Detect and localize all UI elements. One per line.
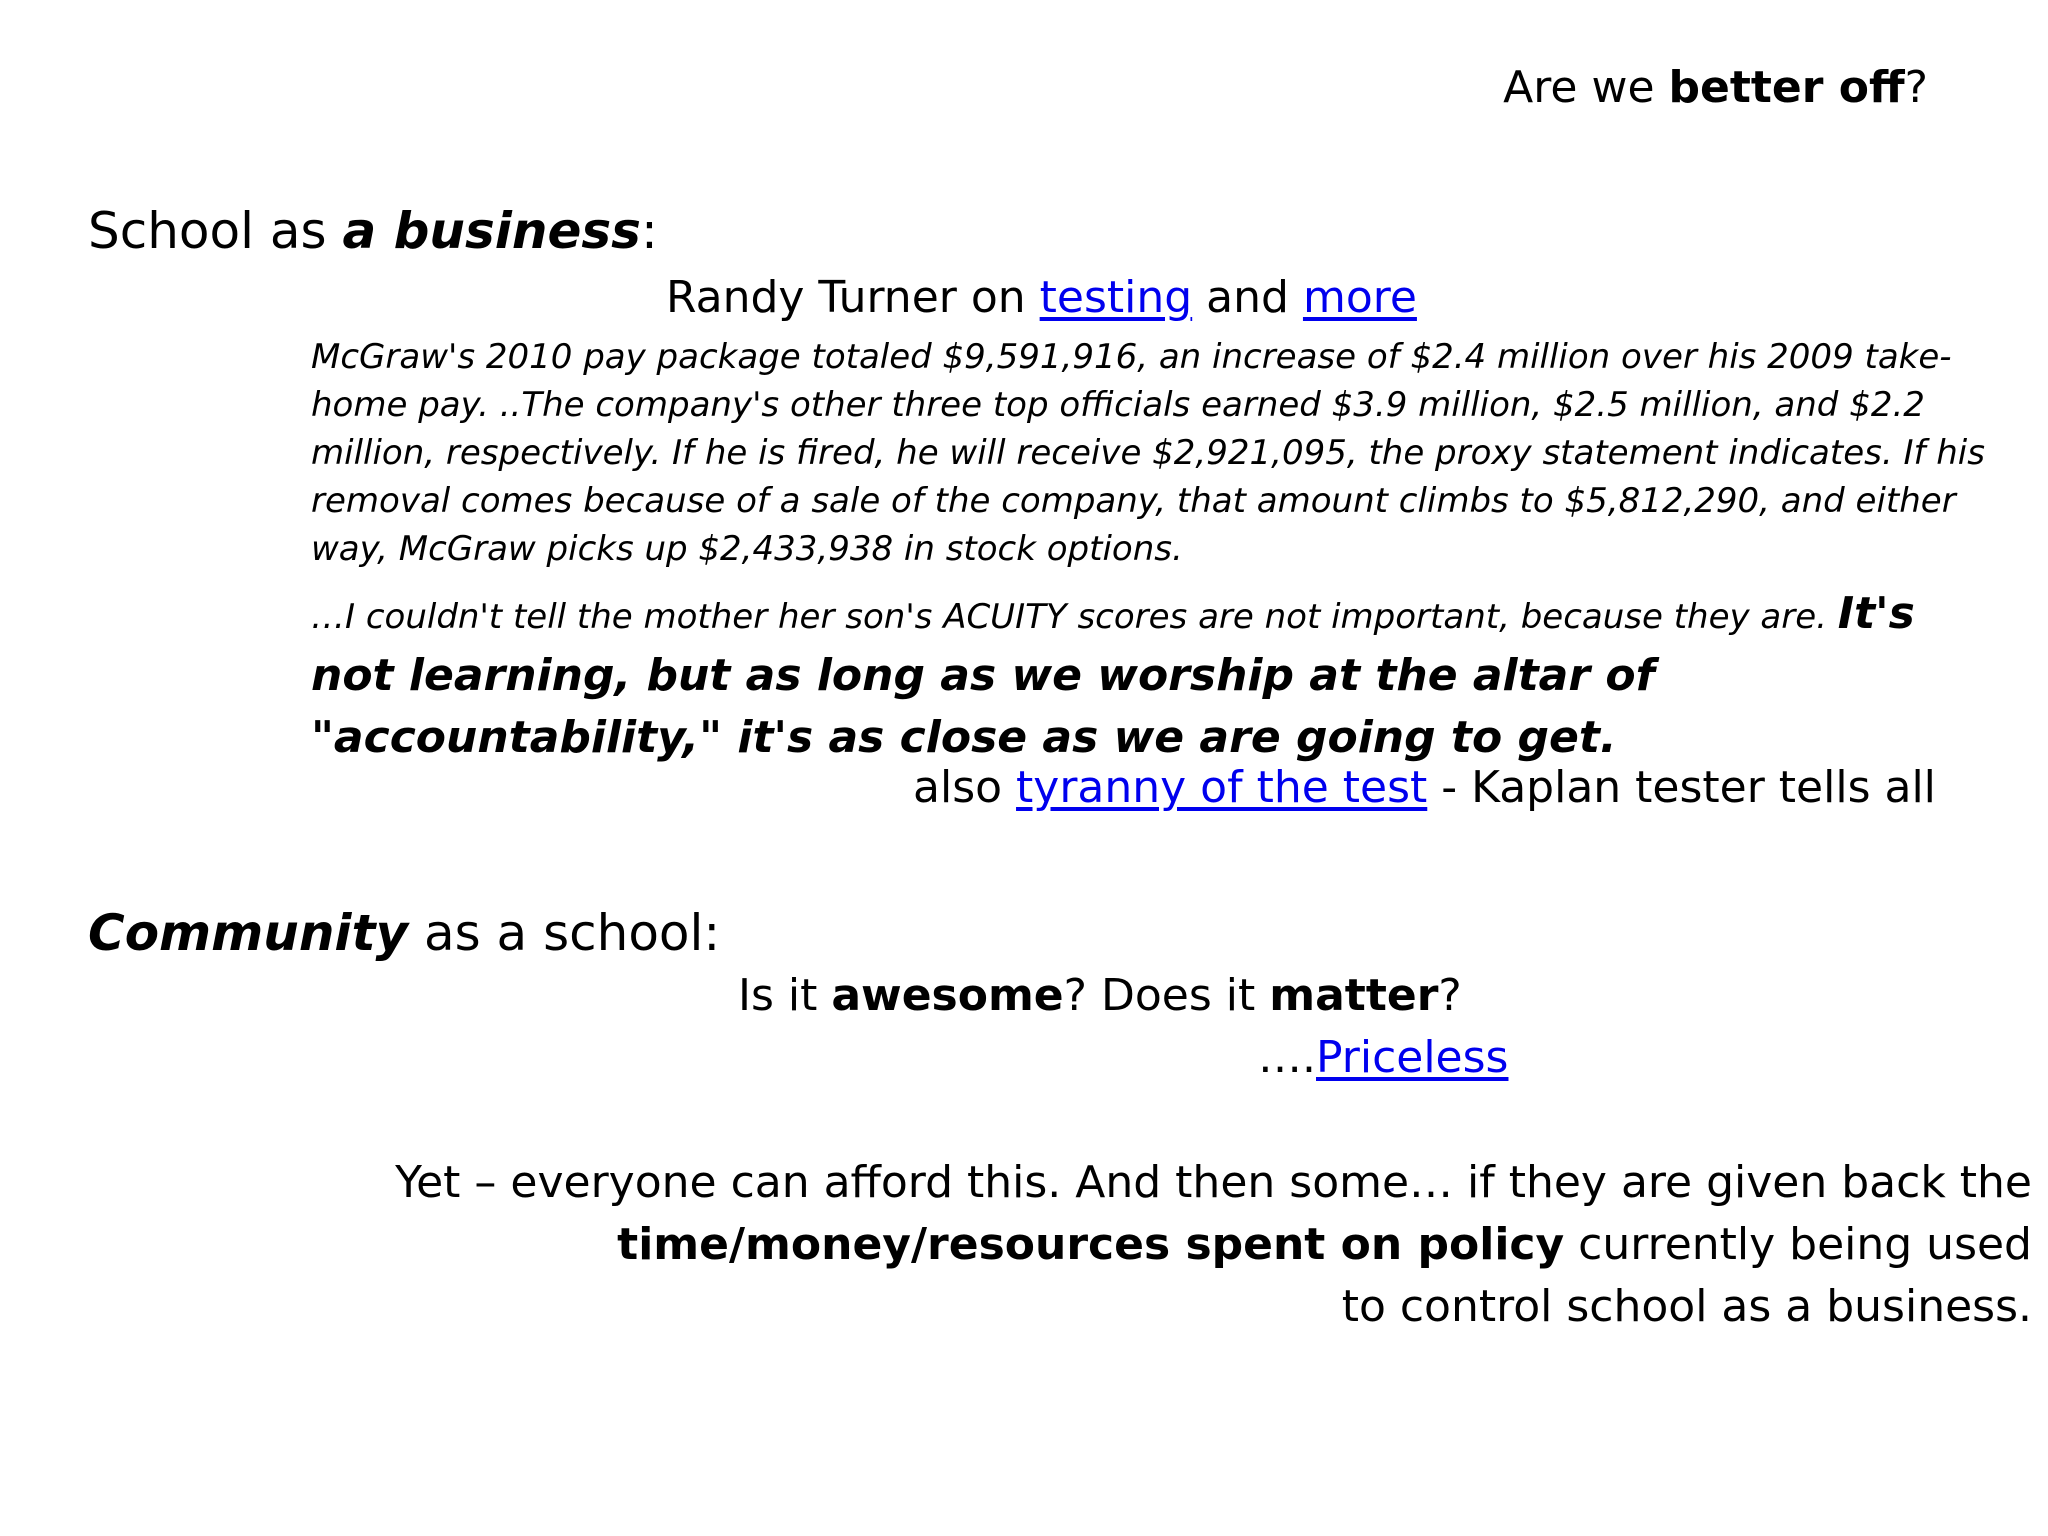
section2-post: as a school: xyxy=(408,904,721,962)
quote-para2-bold: It's not learning, but as long as we worship at the altar of "accountability," it's as close as we are going to get. xyxy=(311,588,1915,763)
section1-post: : xyxy=(640,202,658,260)
tyranny-of-the-test-link[interactable]: tyranny of the test xyxy=(1016,762,1428,813)
also-post: - Kaplan tester tells all xyxy=(1427,762,1936,813)
matter-bold: matter xyxy=(1269,970,1439,1021)
section1-pre: School as xyxy=(88,202,343,260)
quote-paragraph-1: McGraw's 2010 pay package totaled $9,591,916, an increase of $2.4 million over his 2009 take-home pay. ..The company's other three top officials earned $3.9 million, $2.5 million, and $2.2 million, respectively. If he is fired, he will receive $2,921,095, the proxy statement indicates. If his removal comes because of a sale of the company, that amount climbs to $5,812,290, and either way, McGraw picks up $2,433,938 in stock options. xyxy=(311,337,1985,569)
awesome-line xyxy=(738,970,1462,1021)
closing-line-2-rest: currently being used xyxy=(1564,1219,2032,1270)
randy-turner-line xyxy=(666,272,1417,323)
section-heading-community xyxy=(88,904,720,962)
closing-paragraph xyxy=(332,1152,2032,1338)
priceless-link[interactable]: Priceless xyxy=(1316,1032,1509,1083)
closing-line-2-bold: time/money/resources spent on policy xyxy=(617,1219,1565,1270)
priceless-line xyxy=(1258,1032,1508,1083)
priceless-pre: …. xyxy=(1258,1032,1316,1083)
awesome-bold: awesome xyxy=(831,970,1064,1021)
closing-line-2 xyxy=(332,1214,2032,1276)
awesome-mid: ? Does it xyxy=(1063,970,1270,1021)
testing-link[interactable]: testing xyxy=(1039,272,1193,323)
awesome-pre: Is it xyxy=(738,970,832,1021)
more-link[interactable]: more xyxy=(1302,272,1417,323)
quote-paragraph-2 xyxy=(311,583,1991,769)
top-title-post: ? xyxy=(1904,62,1928,113)
quote-block xyxy=(311,333,1991,769)
also-pre: also xyxy=(913,762,1017,813)
also-line xyxy=(913,762,1936,813)
randy-pre: Randy Turner on xyxy=(666,272,1040,323)
quote-para2-normal: …I couldn't tell the mother her son's ACUITY scores are not important, because they are. xyxy=(311,597,1838,637)
section2-emph: Community xyxy=(88,904,409,962)
top-title-pre: Are we xyxy=(1503,62,1669,113)
randy-mid: and xyxy=(1192,272,1303,323)
closing-line-1: Yet – everyone can afford this. And then some… if they are given back the xyxy=(395,1157,2032,1208)
top-title-bold: better off xyxy=(1668,62,1905,113)
slide-top-title xyxy=(1503,62,1928,113)
section-heading-business xyxy=(88,202,658,260)
awesome-post: ? xyxy=(1438,970,1462,1021)
closing-line-3: to control school as a business. xyxy=(1341,1281,2032,1332)
section1-emph: a business xyxy=(342,202,641,260)
